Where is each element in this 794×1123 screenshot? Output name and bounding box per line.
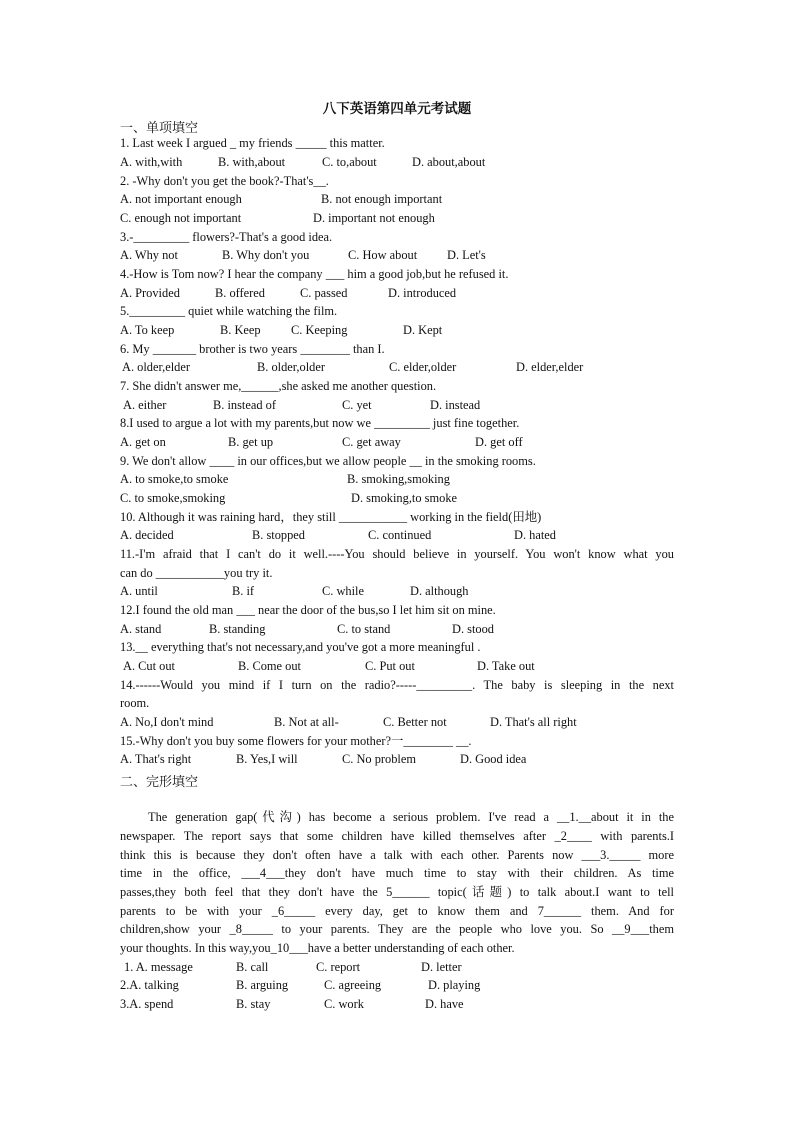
option-c: C. continued bbox=[368, 528, 432, 542]
option-d: D. Good idea bbox=[460, 752, 527, 766]
cloze-options-row-1 bbox=[0, 960, 794, 975]
option-d: D. smoking,to smoke bbox=[351, 491, 458, 505]
option-d: D. That's all right bbox=[490, 715, 577, 729]
option-b: B. stopped bbox=[252, 528, 306, 542]
option-c: C. Keeping bbox=[291, 323, 348, 337]
option-c: C. Put out bbox=[365, 659, 415, 673]
option-d: D. instead bbox=[430, 398, 481, 412]
option-a: A. to smoke,to smoke bbox=[120, 472, 229, 486]
option-b: B. call bbox=[236, 960, 269, 974]
option-b: B. instead of bbox=[213, 398, 276, 412]
question-11: 11.-I'm afraid that I can't do it well.----You should believe in yourself. You won't know what you bbox=[120, 547, 674, 561]
option-a: A. Why not bbox=[120, 248, 178, 262]
options-row-7 bbox=[0, 398, 794, 413]
option-c: C. to smoke,smoking bbox=[120, 491, 226, 505]
option-b: B. Not at all- bbox=[274, 715, 339, 729]
option-d: D. introduced bbox=[388, 286, 457, 300]
option-a: A. decided bbox=[120, 528, 174, 542]
options-row-9a bbox=[0, 472, 794, 487]
question-13: 13.__ everything that's not necessary,and you've got a more meaningful . bbox=[120, 640, 481, 654]
passage-line-1: The generation gap(代沟) has become a serious problem. I've read a __1.__about it in the bbox=[148, 810, 674, 824]
option-c: C. passed bbox=[300, 286, 348, 300]
question-2: 2. -Why don't you get the book?-That's__. bbox=[120, 174, 329, 188]
page-title: 八下英语第四单元考试题 bbox=[322, 101, 472, 117]
question-5: 5._________ quiet while watching the film. bbox=[120, 304, 338, 318]
option-d: D. important not enough bbox=[313, 211, 435, 225]
option-c: C. enough not important bbox=[120, 211, 242, 225]
question-11-cont: can do ___________you try it. bbox=[120, 566, 273, 580]
option-a: A. not important enough bbox=[120, 192, 242, 206]
option-b: B. Keep bbox=[220, 323, 261, 337]
option-b: B. Why don't you bbox=[222, 248, 310, 262]
option-c: C. yet bbox=[342, 398, 372, 412]
option-a: A. Provided bbox=[120, 286, 180, 300]
passage-line-6: parents to be with your _6_____ every day, get to know them and 7______ them. And for bbox=[120, 904, 674, 918]
option-c: C. elder,older bbox=[389, 360, 457, 374]
question-10: 10. Although it was raining hard，they still ___________ working in the field(田地) bbox=[120, 510, 542, 524]
question-8: 8.I used to argue a lot with my parents,but now we _________ just fine together. bbox=[120, 416, 520, 430]
options-row-13 bbox=[0, 659, 794, 674]
option-d: D. hated bbox=[514, 528, 556, 542]
option-a: 1. A. message bbox=[124, 960, 193, 974]
question-1: 1. Last week I argued _ my friends _____ this matter. bbox=[120, 136, 385, 150]
option-c: C. agreeing bbox=[324, 978, 382, 992]
passage-line-2: newspaper. The report says that some children have killed themselves after _2____ with parents.I bbox=[120, 829, 674, 843]
options-row-8 bbox=[0, 435, 794, 450]
option-d: D. have bbox=[425, 997, 464, 1011]
question-6: 6. My _______ brother is two years ________ than I. bbox=[120, 342, 385, 356]
option-b: B. offered bbox=[215, 286, 266, 300]
question-14: 14.------Would you mind if I turn on the radio?-----_________. The baby is sleeping in the next bbox=[120, 678, 674, 692]
options-row-3 bbox=[0, 248, 794, 263]
option-d: D. letter bbox=[421, 960, 462, 974]
passage-line-7: children,show your _8_____ to your parents. They are the people who love you. So __9___them bbox=[120, 922, 674, 936]
options-row-12 bbox=[0, 622, 794, 637]
cloze-options-row-3 bbox=[0, 997, 794, 1012]
option-c: C. report bbox=[316, 960, 361, 974]
option-b: B. Come out bbox=[238, 659, 301, 673]
passage-line-4: time in the office, ___4___they don't have much time to stay with their children. As time bbox=[120, 866, 674, 880]
options-row-14 bbox=[0, 715, 794, 730]
option-a: A. get on bbox=[120, 435, 166, 449]
option-b: B. if bbox=[232, 584, 255, 598]
option-a: A. older,elder bbox=[122, 360, 190, 374]
section-heading-cloze: 二、完形填空 bbox=[120, 775, 199, 790]
passage-line-8: your thoughts. In this way,you_10___have a better understanding of each other. bbox=[120, 941, 515, 955]
option-d: D. get off bbox=[475, 435, 523, 449]
options-row-10 bbox=[0, 528, 794, 543]
options-row-2a bbox=[0, 192, 794, 207]
options-row-1 bbox=[0, 155, 794, 170]
option-d: D. playing bbox=[428, 978, 481, 992]
question-14-cont: room. bbox=[120, 696, 150, 710]
option-a: A. stand bbox=[120, 622, 162, 636]
option-b: B. Yes,I will bbox=[236, 752, 298, 766]
cloze-options-row-2 bbox=[0, 978, 794, 993]
question-7: 7. She didn't answer me,______,she asked me another question. bbox=[120, 379, 437, 393]
option-b: B. smoking,smoking bbox=[347, 472, 450, 486]
option-b: B. get up bbox=[228, 435, 274, 449]
option-a: 3.A. spend bbox=[120, 997, 174, 1011]
option-d: D. elder,elder bbox=[516, 360, 584, 374]
option-a: A. until bbox=[120, 584, 158, 598]
option-c: C. get away bbox=[342, 435, 401, 449]
option-d: D. Let's bbox=[447, 248, 486, 262]
option-a: A. No,I don't mind bbox=[120, 715, 214, 729]
question-12: 12.I found the old man ___ near the door of the bus,so I let him sit on mine. bbox=[120, 603, 496, 617]
option-c: C. work bbox=[324, 997, 364, 1011]
option-a: A. That's right bbox=[120, 752, 192, 766]
section-heading-single-choice: 一、单项填空 bbox=[120, 121, 199, 136]
option-b: B. with,about bbox=[218, 155, 286, 169]
option-c: C. How about bbox=[348, 248, 418, 262]
options-row-6 bbox=[0, 360, 794, 375]
option-d: D. stood bbox=[452, 622, 494, 636]
option-c: C. to stand bbox=[337, 622, 391, 636]
option-d: D. although bbox=[410, 584, 469, 598]
options-row-9b bbox=[0, 491, 794, 506]
option-a: 2.A. talking bbox=[120, 978, 179, 992]
option-a: A. To keep bbox=[120, 323, 175, 337]
option-c: C. to,about bbox=[322, 155, 377, 169]
option-a: A. with,with bbox=[120, 155, 183, 169]
option-b: B. older,older bbox=[257, 360, 325, 374]
option-b: B. stay bbox=[236, 997, 271, 1011]
option-b: B. not enough important bbox=[321, 192, 443, 206]
options-row-5 bbox=[0, 323, 794, 338]
question-3: 3.-_________ flowers?-That's a good idea. bbox=[120, 230, 333, 244]
question-9: 9. We don't allow ____ in our offices,but we allow people __ in the smoking rooms. bbox=[120, 454, 536, 468]
passage-line-3: think this is because they don't often have a talk with each other. Parents now ___3._____ more bbox=[120, 848, 674, 862]
passage-line-5: passes,they both feel that they don't have the 5______ topic(话题) to talk about.I want to tell bbox=[120, 885, 674, 899]
option-d: D. about,about bbox=[412, 155, 486, 169]
option-d: D. Take out bbox=[477, 659, 535, 673]
option-d: D. Kept bbox=[403, 323, 443, 337]
option-a: A. Cut out bbox=[123, 659, 175, 673]
option-c: C. while bbox=[322, 584, 364, 598]
option-b: B. arguing bbox=[236, 978, 289, 992]
options-row-4 bbox=[0, 286, 794, 301]
option-a: A. either bbox=[123, 398, 167, 412]
question-15: 15.-Why don't you buy some flowers for your mother?一________ __. bbox=[120, 734, 472, 748]
question-4: 4.-How is Tom now? I hear the company ___ him a good job,but he refused it. bbox=[120, 267, 509, 281]
option-c: C. Better not bbox=[383, 715, 447, 729]
options-row-11 bbox=[0, 584, 794, 599]
option-c: C. No problem bbox=[342, 752, 416, 766]
options-row-15 bbox=[0, 752, 794, 767]
option-b: B. standing bbox=[209, 622, 266, 636]
options-row-2b bbox=[0, 211, 794, 226]
